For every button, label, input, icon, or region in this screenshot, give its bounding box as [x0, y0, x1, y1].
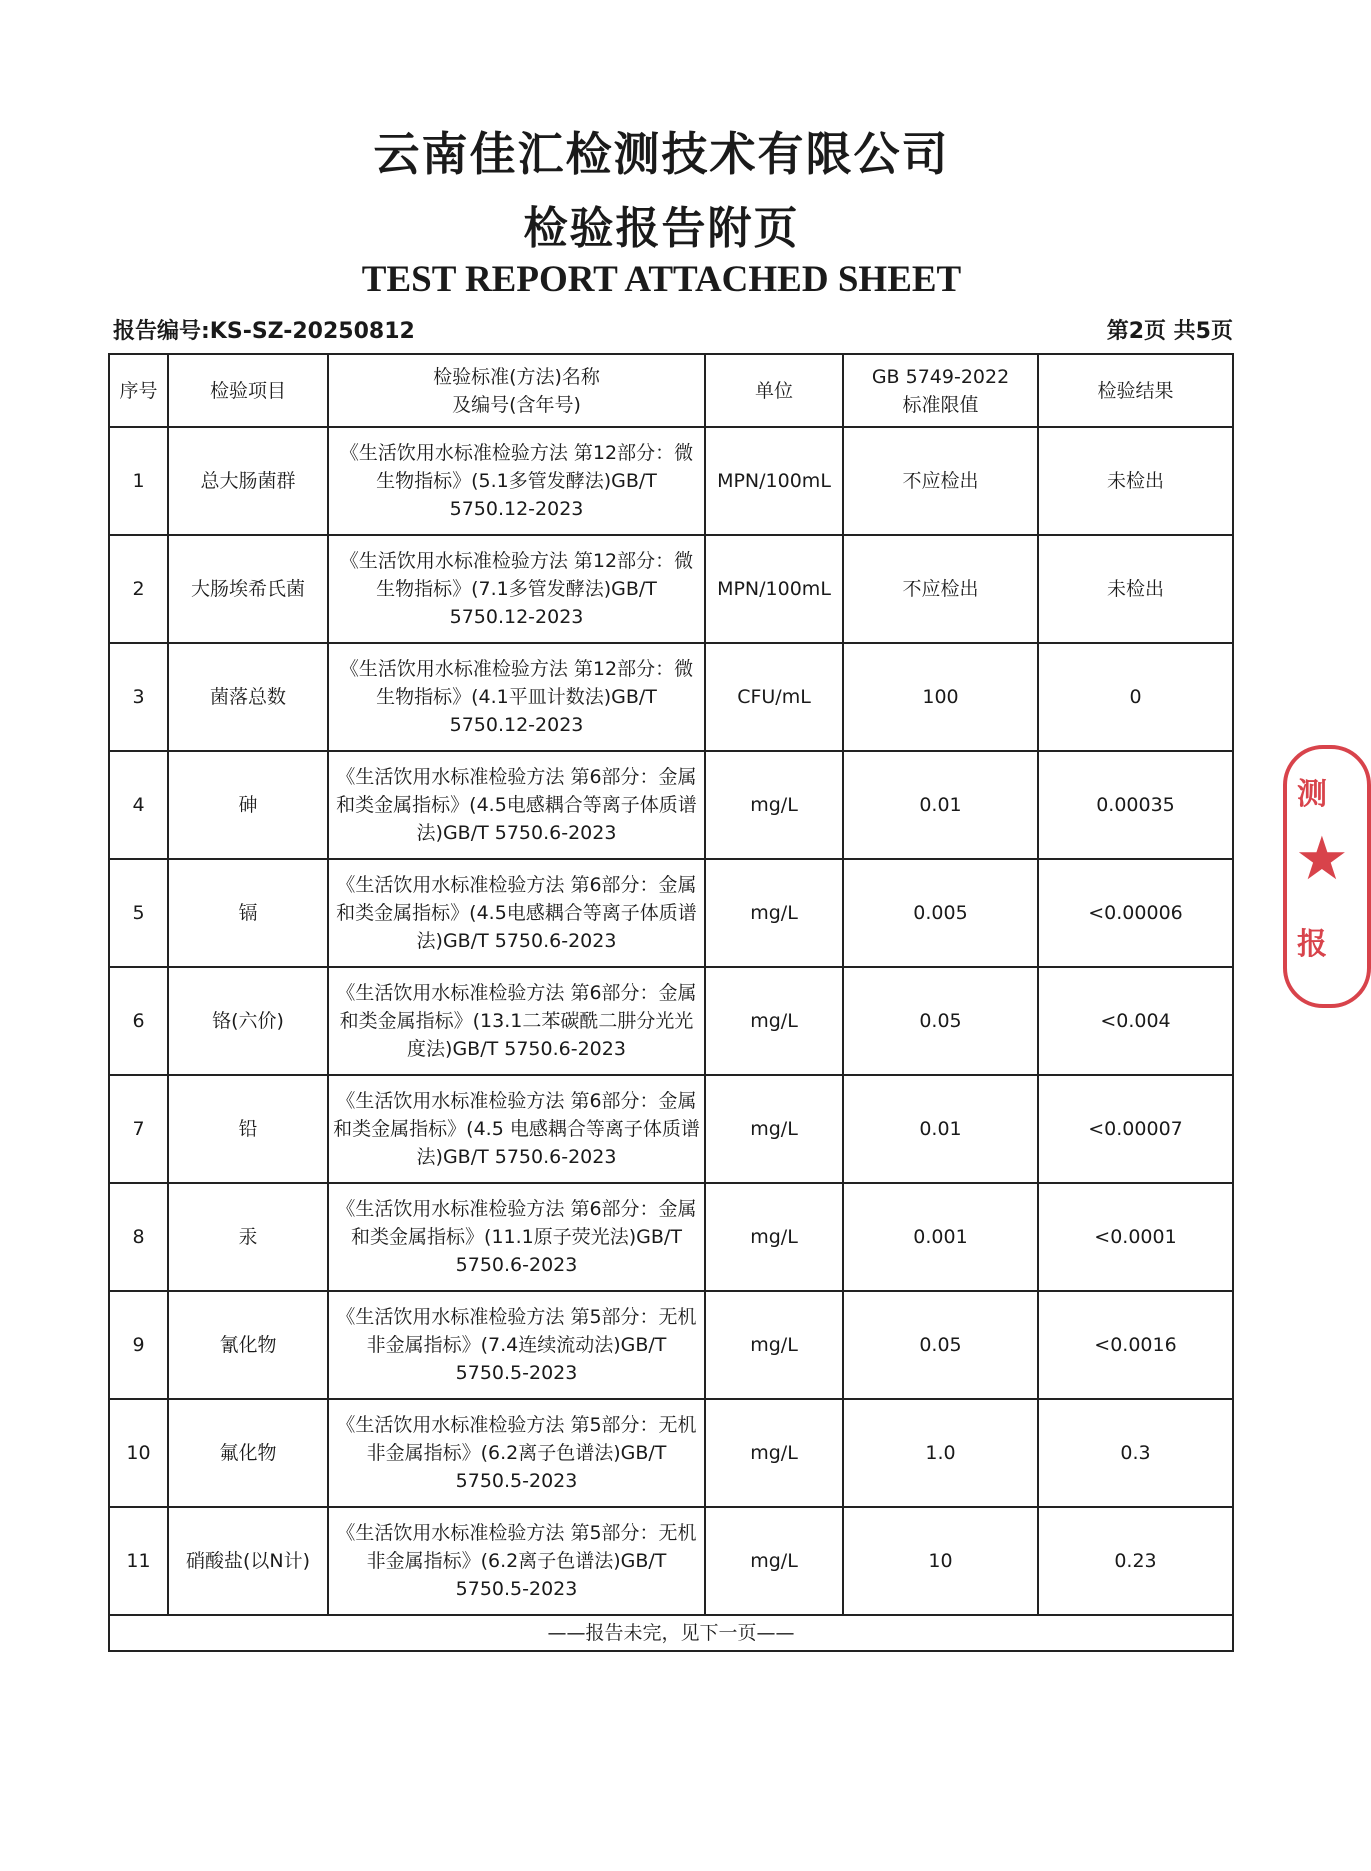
table-footer-row: [109, 1615, 1233, 1651]
cell-item: 大肠埃希氏菌: [168, 535, 328, 643]
header-limit: [843, 354, 1038, 427]
results-table: [108, 353, 1234, 1652]
cell-item: 氟化物: [168, 1399, 328, 1507]
table-row: [109, 1399, 1233, 1507]
cell-result: <0.004: [1038, 967, 1233, 1075]
cell-limit: 10: [843, 1507, 1038, 1615]
cell-item: 氰化物: [168, 1291, 328, 1399]
header-standard: [328, 354, 705, 427]
cell-seq: 6: [109, 967, 168, 1075]
cell-standard: 《生活饮用水标准检验方法 第6部分：金属和类金属指标》(4.5电感耦合等离子体质谱法)GB/T 5750.6-2023: [328, 859, 705, 967]
cell-seq: 9: [109, 1291, 168, 1399]
cell-result: <0.00006: [1038, 859, 1233, 967]
cell-unit: mg/L: [705, 967, 843, 1075]
table-row: [109, 967, 1233, 1075]
cell-unit: mg/L: [705, 1183, 843, 1291]
header-seq: 序号: [109, 354, 168, 427]
report-subtitle: 检验报告附页: [523, 203, 800, 254]
cell-seq: 10: [109, 1399, 168, 1507]
cell-standard: 《生活饮用水标准检验方法 第12部分：微生物指标》(5.1多管发酵法)GB/T 5750.12-2023: [328, 427, 705, 535]
cell-seq: 1: [109, 427, 168, 535]
cell-seq: 7: [109, 1075, 168, 1183]
table-row: [109, 643, 1233, 751]
star-icon: ★: [1295, 824, 1349, 894]
table-row: [109, 427, 1233, 535]
table-row: [109, 1507, 1233, 1615]
cell-standard: 《生活饮用水标准检验方法 第5部分：无机非金属指标》(6.2离子色谱法)GB/T 5750.5-2023: [328, 1507, 705, 1615]
cell-seq: 5: [109, 859, 168, 967]
cell-unit: mg/L: [705, 859, 843, 967]
cell-standard: 《生活饮用水标准检验方法 第6部分：金属和类金属指标》(4.5电感耦合等离子体质谱法)GB/T 5750.6-2023: [328, 751, 705, 859]
cell-result: <0.0016: [1038, 1291, 1233, 1399]
cell-seq: 2: [109, 535, 168, 643]
header-limit-line2: 标准限值: [902, 393, 979, 416]
cell-result: <0.00007: [1038, 1075, 1233, 1183]
cell-standard: 《生活饮用水标准检验方法 第5部分：无机非金属指标》(7.4连续流动法)GB/T 5750.5-2023: [328, 1291, 705, 1399]
cell-limit: 0.05: [843, 1291, 1038, 1399]
cell-limit: 0.05: [843, 967, 1038, 1075]
cell-item: 铅: [168, 1075, 328, 1183]
cell-result: 未检出: [1038, 535, 1233, 643]
cell-unit: mg/L: [705, 1507, 843, 1615]
cell-standard: 《生活饮用水标准检验方法 第6部分：金属和类金属指标》(13.1二苯碳酰二肼分光光度法)GB/T 5750.6-2023: [328, 967, 705, 1075]
header-standard-line2: 及编号(含年号): [452, 393, 581, 416]
cell-item: 总大肠菌群: [168, 427, 328, 535]
cell-limit: 0.01: [843, 751, 1038, 859]
cell-item: 汞: [168, 1183, 328, 1291]
cell-item: 铬(六价): [168, 967, 328, 1075]
cell-result: 0.23: [1038, 1507, 1233, 1615]
cell-standard: 《生活饮用水标准检验方法 第12部分：微生物指标》(7.1多管发酵法)GB/T 5750.12-2023: [328, 535, 705, 643]
cell-limit: 0.005: [843, 859, 1038, 967]
cell-unit: MPN/100mL: [705, 427, 843, 535]
page-indicator: 第2页 共5页: [1106, 319, 1233, 344]
cell-unit: mg/L: [705, 1075, 843, 1183]
cell-limit: 1.0: [843, 1399, 1038, 1507]
table-row: [109, 1291, 1233, 1399]
cell-seq: 4: [109, 751, 168, 859]
cell-unit: CFU/mL: [705, 643, 843, 751]
cell-result: 0: [1038, 643, 1233, 751]
cell-limit: 100: [843, 643, 1038, 751]
continuation-note: ——报告未完，见下一页——: [109, 1615, 1233, 1651]
cell-seq: 3: [109, 643, 168, 751]
company-name: 云南佳汇检测技术有限公司: [373, 127, 950, 181]
cell-standard: 《生活饮用水标准检验方法 第5部分：无机非金属指标》(6.2离子色谱法)GB/T 5750.5-2023: [328, 1399, 705, 1507]
table-header-row: [109, 354, 1233, 427]
cell-seq: 8: [109, 1183, 168, 1291]
official-seal-stamp: [1283, 745, 1371, 1008]
header-limit-line1: GB 5749-2022: [871, 365, 1010, 388]
cell-item: 镉: [168, 859, 328, 967]
cell-result: 未检出: [1038, 427, 1233, 535]
cell-result: 0.3: [1038, 1399, 1233, 1507]
cell-unit: mg/L: [705, 751, 843, 859]
cell-unit: mg/L: [705, 1291, 843, 1399]
report-number: 报告编号:KS-SZ-20250812: [113, 319, 415, 344]
cell-standard: 《生活饮用水标准检验方法 第6部分：金属和类金属指标》(11.1原子荧光法)GB/T 5750.6-2023: [328, 1183, 705, 1291]
cell-item: 菌落总数: [168, 643, 328, 751]
table-row: [109, 535, 1233, 643]
cell-limit: 不应检出: [843, 535, 1038, 643]
cell-limit: 0.01: [843, 1075, 1038, 1183]
cell-item: 硝酸盐(以N计): [168, 1507, 328, 1615]
cell-seq: 11: [109, 1507, 168, 1615]
header-item: 检验项目: [168, 354, 328, 427]
cell-unit: MPN/100mL: [705, 535, 843, 643]
header-result: 检验结果: [1038, 354, 1233, 427]
table-row: [109, 859, 1233, 967]
header-standard-line1: 检验标准(方法)名称: [433, 365, 600, 388]
cell-standard: 《生活饮用水标准检验方法 第12部分：微生物指标》(4.1平皿计数法)GB/T 5750.12-2023: [328, 643, 705, 751]
table-row: [109, 751, 1233, 859]
stamp-text-bottom: 报: [1297, 927, 1327, 962]
english-title: TEST REPORT ATTACHED SHEET: [361, 259, 962, 300]
cell-result: <0.0001: [1038, 1183, 1233, 1291]
cell-limit: 0.001: [843, 1183, 1038, 1291]
header-unit: 单位: [705, 354, 843, 427]
stamp-text-top: 测: [1297, 777, 1327, 812]
table-row: [109, 1183, 1233, 1291]
cell-result: 0.00035: [1038, 751, 1233, 859]
cell-unit: mg/L: [705, 1399, 843, 1507]
cell-item: 砷: [168, 751, 328, 859]
cell-standard: 《生活饮用水标准检验方法 第6部分：金属和类金属指标》(4.5 电感耦合等离子体质谱法)GB/T 5750.6-2023: [328, 1075, 705, 1183]
cell-limit: 不应检出: [843, 427, 1038, 535]
table-row: [109, 1075, 1233, 1183]
